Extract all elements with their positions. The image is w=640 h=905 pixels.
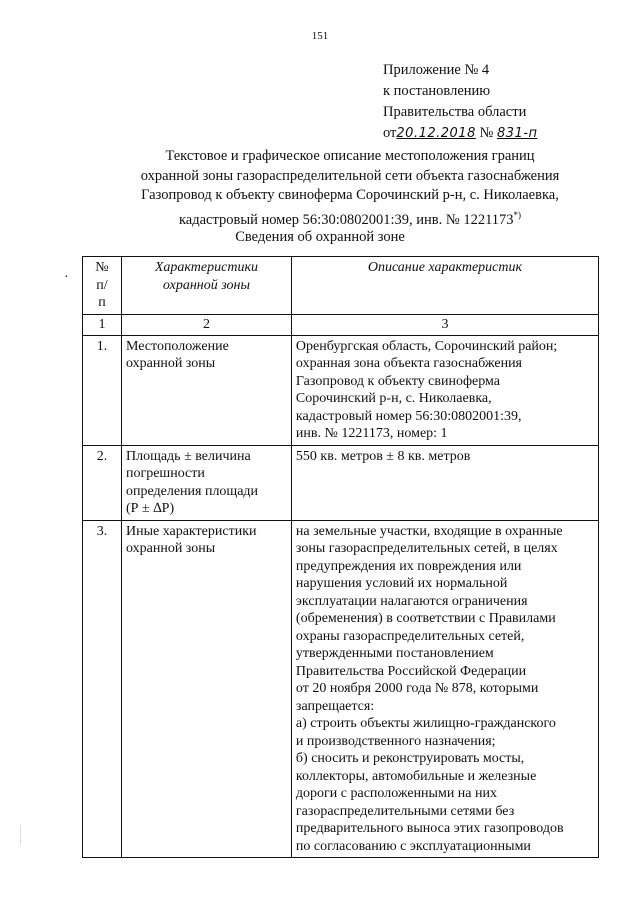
description-line: газораспределительными сетями без <box>295 803 515 819</box>
description-line: зоны газораспределительных сетей, в целях <box>295 541 558 556</box>
row-characteristic <box>121 445 291 520</box>
date-prefix: от <box>383 125 397 141</box>
title-line-4 <box>80 206 620 230</box>
description-line: на земельные участки, входящие в охранные <box>295 523 563 539</box>
appendix-line-3: Правительства области <box>383 104 527 120</box>
index-cell-1: 1 <box>83 314 122 335</box>
page-number: 151 <box>311 30 329 42</box>
description-line: б) сносить и реконструировать мосты, <box>295 751 525 766</box>
description-line: охраны газораспределительных сетей, <box>295 628 525 644</box>
description-line: коллекторы, автомобильные и железные <box>295 768 537 784</box>
title-line-2: охранной зоны газораспределительной сети объекта газоснабжения <box>140 167 560 184</box>
description-line: предварительного выноса этих газопроводов <box>295 821 564 836</box>
description-line: дороги с расположенными на них <box>295 786 498 801</box>
appendix-line-1: Приложение № 4 <box>383 62 490 78</box>
footnote-mark: *) <box>513 209 522 220</box>
description-line: инв. № 1221173, номер: 1 <box>295 426 448 441</box>
description-line: Сорочинский р-н, с. Николаевка, <box>295 391 492 406</box>
number-sign: № <box>479 125 494 141</box>
index-cell-2: 2 <box>121 314 291 335</box>
handwritten-date: 20.12.2018 <box>396 126 476 141</box>
title-line-4-text: кадастровый номер 56:30:0802001:39, инв. № 1221173 <box>178 211 514 228</box>
description-line: охранная зона объекта газоснабжения <box>295 356 522 371</box>
table-index-row <box>83 314 599 335</box>
section-heading: Сведения об охранной зоне <box>235 229 405 245</box>
appendix-date-line <box>383 123 537 144</box>
scan-artifact <box>20 825 21 845</box>
characteristic-line: Местоположение <box>125 338 229 354</box>
row-characteristic <box>121 335 291 445</box>
table-row <box>83 520 599 858</box>
description-line: от 20 ноября 2000 года № 878, которыми <box>295 681 539 696</box>
row-number: 1. <box>83 335 122 445</box>
title-line-1: Текстовое и графическое описание местоположения границ <box>165 148 535 164</box>
characteristic-line: охранной зоны <box>125 541 216 556</box>
header-description: Описание характеристик <box>291 257 598 315</box>
appendix-line-2: к постановлению <box>383 83 491 99</box>
row-description <box>291 335 598 445</box>
characteristic-line: погрешности <box>125 466 205 481</box>
document-title <box>80 147 620 230</box>
handwritten-number: 831-п <box>496 126 538 141</box>
description-line: запрещается: <box>295 698 375 714</box>
characteristic-line: определения площади <box>125 483 259 499</box>
description-line: Правительства Российской Федерации <box>295 663 527 679</box>
row-characteristic <box>121 520 291 858</box>
appendix-block <box>383 60 537 144</box>
description-line: по согласованию с эксплуатационными <box>295 838 531 854</box>
row-number: 3. <box>83 520 122 858</box>
row-description <box>291 445 598 520</box>
description-line: нарушения условий их нормальной <box>295 576 508 591</box>
table-body <box>83 335 599 858</box>
margin-mark: · <box>64 270 69 285</box>
characteristic-line: Площадь ± величина <box>125 448 251 464</box>
table-row <box>83 445 599 520</box>
header-characteristics: Характеристики охранной зоны <box>121 257 291 315</box>
description-line: утвержденными постановлением <box>295 646 494 661</box>
description-line: и производственного назначения; <box>295 733 496 749</box>
description-line: кадастровый номер 56:30:0802001:39, <box>295 408 522 424</box>
header-number: № п/п <box>83 257 122 315</box>
characteristic-line: охранной зоны <box>125 356 216 371</box>
description-line: Газопровод к объекту свиноферма <box>295 373 500 389</box>
characteristic-line: (Р ± ∆Р) <box>125 501 175 516</box>
row-description <box>291 520 598 858</box>
description-line: предупреждения их повреждения или <box>295 558 522 574</box>
characteristic-line: Иные характеристики <box>125 523 257 539</box>
index-cell-3: 3 <box>291 314 598 335</box>
description-line: 550 кв. метров ± 8 кв. метров <box>295 448 471 464</box>
zone-info-table <box>82 256 599 858</box>
description-line: Оренбургская область, Сорочинский район; <box>295 338 558 354</box>
description-line: эксплуатации налагаются ограничения <box>295 593 528 609</box>
row-number: 2. <box>83 445 122 520</box>
description-line: а) строить объекты жилищно-гражданского <box>295 716 556 731</box>
description-line: (обременения) в соответствии с Правилами <box>295 611 556 626</box>
title-line-3: Газопровод к объекту свиноферма Сорочинский р-н, с. Николаевка, <box>141 187 559 203</box>
table-header-row <box>83 257 599 315</box>
table-row <box>83 335 599 445</box>
